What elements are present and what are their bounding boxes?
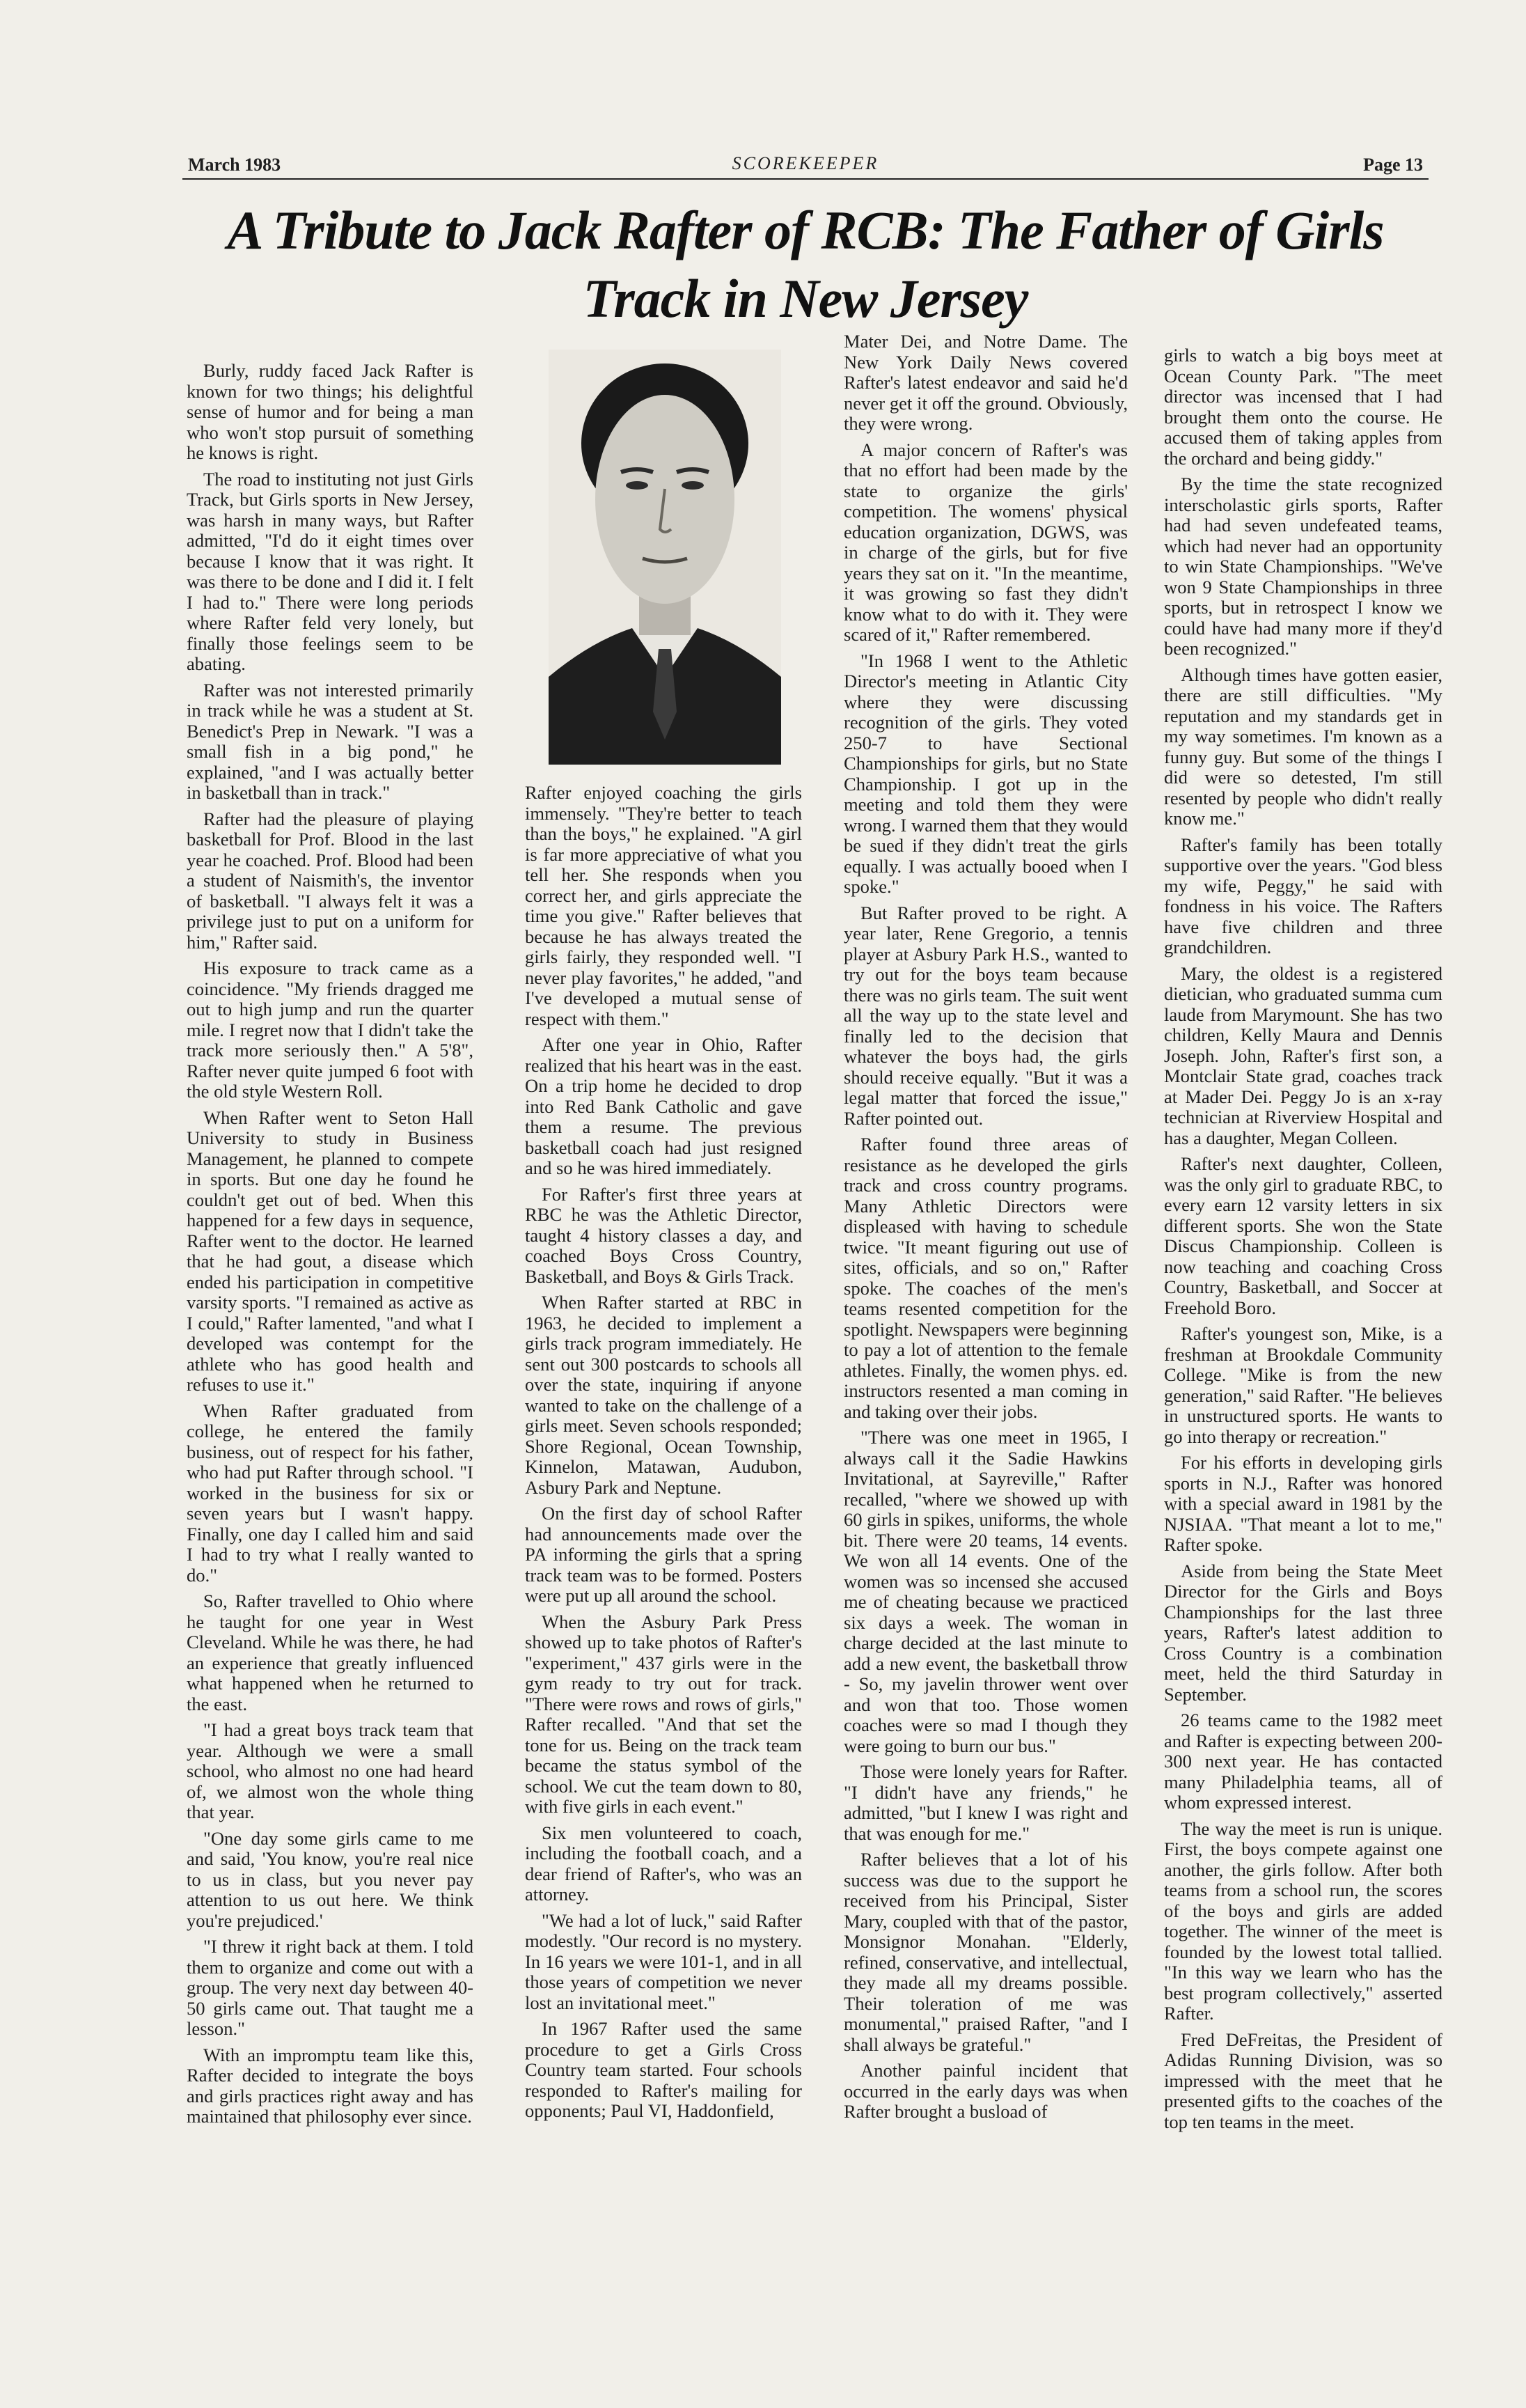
article-paragraph: Rafter found three areas of resistance as he developed the girls track and cross country programs. Many Athletic Directors were displeased with having to schedule twice. "It meant figuring out use of sites, officials, and so on," Rafter spoke. The coaches of the men's teams resented competition for the spotlight. Newspapers were beginning to pay a lot of attention to the female athletes. Finally, the women phys. ed. instructors resented a man coming in and taking over their jobs. <box>844 1134 1128 1422</box>
article-paragraph: Rafter's family has been totally supportive over the years. "God bless my wife, Peggy," he said with fondness in his voice. The Rafters have five children and three grandchildren. <box>1164 834 1442 957</box>
article-paragraph: Fred DeFreitas, the President of Adidas Running Division, was so impressed with the meet that he presented gifts to the coaches of the top ten teams in the meet. <box>1164 2028 1442 2132</box>
article-paragraph: When Rafter started at RBC in 1963, he decided to implement a girls track program immediately. He sent out 300 postcards to schools all over the state, inquiring if anyone wanted to take on the challenge of a girls meet. Seven schools responded; Shore Regional, Ocean Township, Kinnelon, Matawan, Audubon, Asbury Park and Neptune. <box>525 1292 802 1498</box>
article-paragraph: Although times have gotten easier, there are still difficulties. "My reputation and my standards get in my way sometimes. I'm known as a funny guy. But some of the things I did were so detested, I'm still resented by people who didn't really know me." <box>1164 664 1442 829</box>
article-paragraph: But Rafter proved to be right. A year later, Rene Gregorio, a tennis player at Asbury Park H.S., wanted to try out for the boys team because there was no girls team. The suit went all the way up to the state level and finally led to the decision that whatever the boys had, the girls should receive equally. "But it was a legal matter that forced the issue," Rafter pointed out. <box>844 902 1128 1129</box>
page-header <box>182 150 1429 180</box>
article-paragraph: Rafter was not interested primarily in track while he was a student at St. Benedict's Prep in Newark. "I was a small fish in a big pond," he explained, "and I was actually better in basketball than in track." <box>187 679 473 803</box>
article-paragraph: "I threw it right back at them. I told them to organize and come out with a group. The very next day between 40-50 girls came out. That taught me a lesson." <box>187 1936 473 2039</box>
article-paragraph: Rafter's youngest son, Mike, is a freshman at Brookdale Community College. "Mike is from the new generation," said Rafter. "He believes in unstructured sports. He wants to go into therapy or recreation." <box>1164 1323 1442 1447</box>
article-paragraph: Mary, the oldest is a registered dietician, who graduated summa cum laude from Marymount. She has two children, Kelly Maura and Dennis Joseph. John, Rafter's first son, a Montclair State grad, coaches track at Mader Dei. Peggy Jo is an x-ray technician at Riverview Hospital and has a daughter, Megan Colleen. <box>1164 962 1442 1148</box>
article-column-3 <box>844 331 1128 2128</box>
issue-date: March 1983 <box>188 155 281 175</box>
article-paragraph: Rafter's next daughter, Colleen, was the only girl to graduate RBC, to every earn 12 varsity letters in six different sports. She won the State Discus Championship. Colleen is now teaching and coaching Cross Country, Basketball, and Soccer at Freehold Boro. <box>1164 1153 1442 1318</box>
article-paragraph: The road to instituting not just Girls Track, but Girls sports in New Jersey, was harsh in many ways, but Rafter admitted, "I'd do it eight times over because I know that it was right. It was there to be done and I did it. I felt I had to." There were long periods where Rafter feld very lonely, but finally those feelings seem to be abating. <box>187 468 473 674</box>
article-paragraph: Rafter had the pleasure of playing basketball for Prof. Blood in the last year he coached. Prof. Blood had been a student of Naismith's, the inventor of basketball. "I always felt it was a privilege just to put on a uniform for him," Rafter said. <box>187 808 473 953</box>
article-paragraph: The way the meet is run is unique. First, the boys compete against one another, the girls follow. After both teams from a school run, the scores of the boys and girls are added together. The winner of the meet is founded by the lowest total tallied. "In this way we learn who has the best program collectively," asserted Rafter. <box>1164 1817 1442 2024</box>
article-paragraph: Mater Dei, and Notre Dame. The New York Daily News covered Rafter's latest endeavor and said he'd never get it off the ground. Obviously, they were wrong. <box>844 331 1128 434</box>
article-paragraph: For Rafter's first three years at RBC he was the Athletic Director, taught 4 history classes a day, and coached Boys Cross Country, Basketball, and Boys & Girls Track. <box>525 1183 802 1287</box>
article-paragraph: With an impromptu team like this, Rafter decided to integrate the boys and girls practices right away and has maintained that philosophy ever since. <box>187 2044 473 2127</box>
article-paragraph: On the first day of school Rafter had announcements made over the PA informing the girls that a spring track team was to be formed. Posters were put up all around the school. <box>525 1503 802 1606</box>
article-paragraph: Burly, ruddy faced Jack Rafter is known for two things; his delightful sense of humor and for being a man who won't stop pursuit of something he knows is right. <box>187 360 473 463</box>
article-title: A Tribute to Jack Rafter of RCB: The Father of Girls Track in New Jersey <box>227 200 1384 329</box>
article-paragraph: Those were lonely years for Rafter. "I didn't have any friends," he admitted, "but I knew I was right and that was enough for me." <box>844 1761 1128 1844</box>
article-column-4 <box>1164 345 1442 2138</box>
article-paragraph: Rafter enjoyed coaching the girls immensely. "They're better to teach than the boys," he explained. "A girl is far more appreciative of what you tell her. She responds when you correct her, and girls appreciate the time you give." Rafter believes that because he has always treated the girls fairly, they responded well. "I never play favorites," he added, "and I've developed a mutual sense of respect with them." <box>525 782 802 1029</box>
article-paragraph: When Rafter graduated from college, he entered the family business, out of respect for his father, who had put Rafter through school. "I worked in the business for six or seven years but I wasn't happy. Finally, one day I called him and said I had to try what I really wanted to do." <box>187 1400 473 1586</box>
article-paragraph: Another painful incident that occurred in the early days was when Rafter brought a busload of <box>844 2060 1128 2122</box>
page-number: Page 13 <box>1363 155 1423 175</box>
article-paragraph: In 1967 Rafter used the same procedure to get a Girls Cross Country team started. Four schools responded to Rafter's mailing for opponents; Paul VI, Haddonfield, <box>525 2018 802 2121</box>
article-paragraph: "In 1968 I went to the Athletic Director's meeting in Atlantic City where they were discussing recognition of the girls. They voted 250-7 to have Sectional Championships for girls, but no State Championship. I got up in the meeting and told them they were wrong. I warned them that they would be sued if they didn't treat the girls equally. I was actually booed when I spoke." <box>844 650 1128 897</box>
article-paragraph: "I had a great boys track team that year. Although we were a small school, who almost no one had heard of, we almost won the whole thing that year. <box>187 1719 473 1822</box>
article-paragraph: Aside from being the State Meet Director for the Girls and Boys Championships for the last three years, Rafter's latest addition to Cross Country is a combination meet, held the third Saturday in September. <box>1164 1560 1442 1705</box>
article-paragraph: 26 teams came to the 1982 meet and Rafter is expecting between 200-300 next year. He has contacted many Philadelphia teams, all of whom expressed interest. <box>1164 1710 1442 1813</box>
article-paragraph: A major concern of Rafter's was that no effort had been made by the state to organize the girls' competition. The womens' physical education organization, DGWS, was in charge of the girls, but for five years they sat on it. "In the meantime, it was growing so fast they didn't know what to do with it. They were scared of it," Rafter remembered. <box>844 439 1128 645</box>
article-paragraph: His exposure to track came as a coincidence. "My friends dragged me out to high jump and run the quarter mile. I regret now that I didn't take the track more seriously then." A 5'8", Rafter never quite jumped 6 foot with the old style Western Roll. <box>187 957 473 1102</box>
portrait-photo <box>549 350 781 765</box>
article-paragraph: When the Asbury Park Press showed up to take photos of Rafter's "experiment," 437 girls were in the gym ready to try out for track. "There were rows and rows of girls," Rafter recalled. "And that set the tone for us. Being on the track team became the status symbol of the school. We cut the team down to 80, with five girls in each event." <box>525 1611 802 1817</box>
article-paragraph: Six men volunteered to coach, including the football coach, and a dear friend of Rafter's, who was an attorney. <box>525 1822 802 1905</box>
article-paragraph: "There was one meet in 1965, I always call it the Sadie Hawkins Invitational, at Sayreville," Rafter recalled, "where we showed up with 60 girls in spikes, uniforms, the whole bit. There were 20 teams, 14 events. We won all 14 events. One of the women was so incensed she accused me of cheating because we practiced six days a week. The woman in charge decided at the last minute to add a new event, the basketball throw - So, my javelin thrower went over and won that too. Those women coaches were so mad I though they were going to burn our bus." <box>844 1427 1128 1756</box>
article-paragraph: girls to watch a big boys meet at Ocean County Park. "The meet director was incensed that I had brought them onto the course. He accused them of taking apples from the orchard and being giddy." <box>1164 345 1442 469</box>
portrait-image <box>549 350 781 765</box>
article-paragraph: When Rafter went to Seton Hall University to study in Business Management, he planned to compete in sports. But one day he found he couldn't get out of bed. When this happened for a few days in sequence, Rafter went to the doctor. He learned that he had gout, a disease which ended his participation in competitive varsity sports. "I remained as active as I could," Rafter lamented, "and what I developed was contempt for the athlete who has good health and refuses to use it." <box>187 1107 473 1395</box>
article-paragraph: So, Rafter travelled to Ohio where he taught for one year in West Cleveland. While he was there, he had an experience that greatly influenced what happened when he returned to the east. <box>187 1590 473 1714</box>
article-paragraph: For his efforts in developing girls sports in N.J., Rafter was honored with a special award in 1981 by the NJSIAA. "That meant a lot to me," Rafter spoke. <box>1164 1452 1442 1555</box>
publication-name: SCOREKEEPER <box>732 153 879 173</box>
article-paragraph: After one year in Ohio, Rafter realized that his heart was in the east. On a trip home he decided to drop into Red Bank Catholic and gave them a resume. The previous basketball coach had just resigned and so he was hired immediately. <box>525 1034 802 1178</box>
article-column-2 <box>525 783 802 2127</box>
article-paragraph: "We had a lot of luck," said Rafter modestly. "Our record is no mystery. In 16 years we were 101-1, and in all those years of competition we never lost an invitational meet." <box>525 1909 802 2013</box>
article-paragraph: Rafter believes that a lot of his success was due to the support he received from his Principal, Sister Mary, coupled with that of the pastor, Monsignor Monahan. "Elderly, refined, conservative, and intellectual, they made all my dreams possible. Their toleration of me was monumental," praised Rafter, "and I shall always be grateful." <box>844 1849 1128 2055</box>
article-column-1 <box>187 361 473 2133</box>
article-paragraph: By the time the state recognized interscholastic girls sports, Rafter had had seven undefeated teams, which had never had an opportunity to win State Championships. "We've won 9 State Championships in three sports, but in retrospect I know we could have had many more if they'd been recognized." <box>1164 474 1442 659</box>
article-paragraph: "One day some girls came to me and said, 'You know, you're real nice to us in class, but you never pay attention to us out here. We think you're prejudiced.' <box>187 1827 473 1931</box>
